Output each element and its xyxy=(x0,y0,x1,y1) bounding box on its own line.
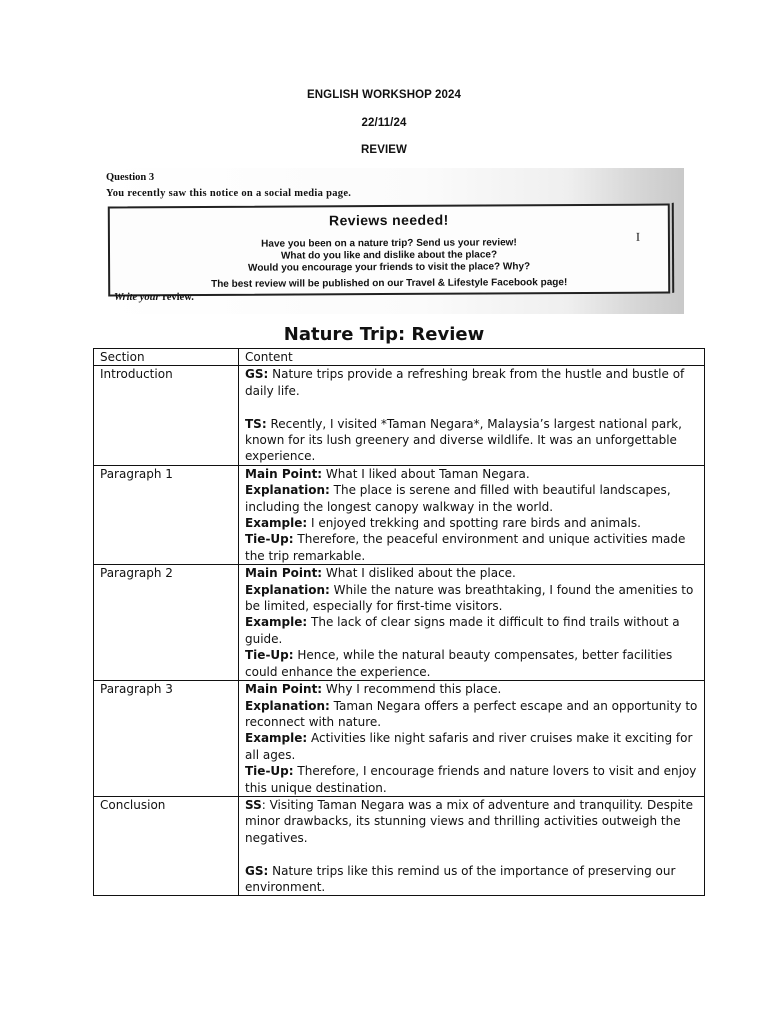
content-cell xyxy=(239,465,705,564)
notice-line-3: Would you encourage your friends to visit the place? Why? xyxy=(248,261,531,274)
ts-text: Recently, I visited *Taman Negara*, Malaysia’s largest national park, known for its lush greenery and diverse wildlife. It was an unforgettable experience. xyxy=(245,416,682,464)
table-row xyxy=(94,681,705,797)
section-cell: Introduction xyxy=(94,366,239,465)
main-point-text: What I liked about Taman Negara. xyxy=(322,466,530,481)
main-point-label: Main Point: xyxy=(245,682,323,697)
scanned-question-image xyxy=(104,168,684,314)
notice-line-4: The best review will be published on our Travel & Lifestyle Facebook page! xyxy=(211,277,568,290)
review-heading: REVIEW xyxy=(361,144,407,156)
question-number: Question 3 xyxy=(106,172,155,183)
example-text: I enjoyed trekking and spotting rare birds and animals. xyxy=(307,516,641,531)
notice-title: Reviews needed! xyxy=(328,211,449,229)
intro-ts xyxy=(245,416,698,465)
table-row xyxy=(94,465,705,564)
example-text: The lack of clear signs made it difficult to find trails without a guide. xyxy=(245,615,680,646)
content-cell xyxy=(239,366,705,465)
question-prompt: You recently saw this notice on a social media page. xyxy=(106,188,352,199)
notice-line-1: Have you been on a nature trip? Send us your review! xyxy=(261,237,517,250)
content-cell xyxy=(239,796,705,895)
ts-label: TS: xyxy=(245,416,267,431)
explanation-label: Explanation: xyxy=(245,698,330,713)
write-instruction-prefix: Write your xyxy=(114,292,160,303)
explanation-text: Taman Negara offers a perfect escape and an opportunity to reconnect with nature. xyxy=(245,698,698,729)
table-header-row xyxy=(94,349,705,366)
main-point-label: Main Point: xyxy=(245,466,323,481)
example-text: Activities like night safaris and river cruises make it exciting for all ages. xyxy=(245,731,693,762)
header-section: Section xyxy=(94,349,239,366)
tie-up-text: Hence, while the natural beauty compensates, better facilities could enhance the experience. xyxy=(245,648,673,679)
date-heading: 22/11/24 xyxy=(361,117,407,129)
explanation-text: While the nature was breathtaking, I found the amenities to be limited, especially for first-time visitors. xyxy=(245,582,694,614)
notice-line-2: What do you like and dislike about the place? xyxy=(280,249,498,262)
gs-text: Nature trips like this remind us of the importance of preserving our environment. xyxy=(245,863,676,894)
example-label: Example: xyxy=(245,516,308,531)
table-row xyxy=(94,366,705,465)
gs-text: Nature trips provide a refreshing break from the hustle and bustle of daily life. xyxy=(245,367,685,398)
main-point-text: What I disliked about the place. xyxy=(322,566,516,581)
tie-up-label: Tie-Up: xyxy=(245,532,294,547)
section-cell: Paragraph 1 xyxy=(94,465,239,564)
example-label: Example: xyxy=(245,731,308,746)
tie-up-label: Tie-Up: xyxy=(245,648,294,663)
main-point-text: Why I recommend this place. xyxy=(322,682,502,697)
write-instruction-bold: review. xyxy=(162,292,194,303)
intro-gs xyxy=(245,366,698,399)
section-cell: Conclusion xyxy=(94,796,239,895)
write-instruction xyxy=(114,292,194,303)
review-table xyxy=(93,348,705,896)
tie-up-text: Therefore, I encourage friends and nature lovers to visit and enjoy this unique destination. xyxy=(245,764,697,795)
content-cell xyxy=(239,565,705,681)
section-cell: Paragraph 2 xyxy=(94,565,239,681)
content-cell xyxy=(239,681,705,797)
explanation-label: Explanation: xyxy=(245,582,330,597)
ss-label: SS xyxy=(245,797,262,812)
table-row xyxy=(94,796,705,895)
explanation-text: The place is serene and filled with beautiful landscapes, including the longest canopy walkway in the world. xyxy=(245,483,671,514)
section-cell: Paragraph 3 xyxy=(94,681,239,797)
tie-up-label: Tie-Up: xyxy=(245,764,294,779)
text-cursor-icon: I xyxy=(635,229,640,244)
explanation-label: Explanation: xyxy=(245,483,330,498)
header-content: Content xyxy=(239,349,705,366)
main-point-label: Main Point: xyxy=(245,566,323,581)
gs-label: GS: xyxy=(245,863,269,878)
example-label: Example: xyxy=(245,615,308,630)
ss-text: : Visiting Taman Negara was a mix of adventure and tranquility. Despite minor drawbacks, its stunning views and thrilling activities outweigh the negatives. xyxy=(245,797,693,845)
table-row xyxy=(94,565,705,681)
tie-up-text: Therefore, the peaceful environment and unique activities made the trip remarkable. xyxy=(245,532,686,563)
notice-box xyxy=(108,204,670,297)
workshop-heading: ENGLISH WORKSHOP 2024 xyxy=(307,89,461,101)
document-title: Nature Trip: Review xyxy=(283,324,485,345)
gs-label: GS: xyxy=(245,367,269,382)
